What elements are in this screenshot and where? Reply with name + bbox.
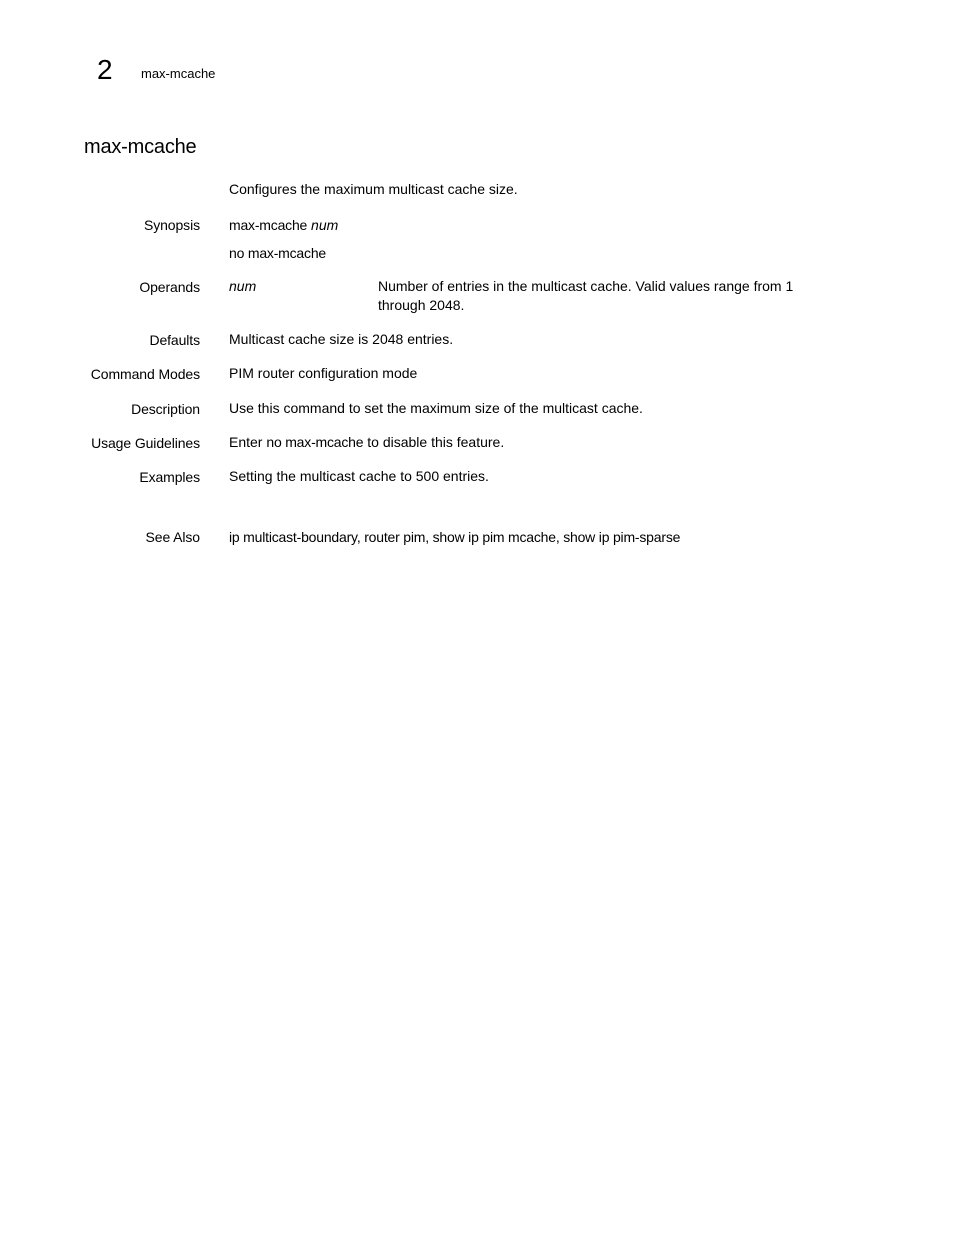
operand-description: Number of entries in the multicast cache. Valid values range from 1 through 2048. [378,278,794,313]
command-summary: Configures the maximum multicast cache size. [229,181,518,197]
description-text: Use this command to set the maximum size of the multicast cache. [229,400,643,416]
defaults-text: Multicast cache size is 2048 entries. [229,331,454,347]
synopsis-argument: num [311,217,339,233]
examples-label: Examples [139,469,200,485]
synopsis-label: Synopsis [143,217,200,233]
synopsis-no-command: no max-mcache [229,245,326,261]
running-header: max-mcache [141,66,216,81]
see-also-label: See Also [145,529,200,545]
usage-prefix: Enter [229,434,267,450]
examples-text: Setting the multicast cache to 500 entries. [229,468,489,484]
command-modes-label: Command Modes [90,366,200,382]
description-label: Description [131,401,200,417]
operands-label: Operands [139,279,200,295]
usage-suffix: to disable this feature. [363,434,505,450]
usage-guidelines-label: Usage Guidelines [91,435,200,451]
usage-guidelines-text [229,433,504,451]
command-modes-text: PIM router configuration mode [229,365,418,381]
page-title: max-mcache [84,136,197,158]
synopsis-line-1 [229,216,338,234]
defaults-label: Defaults [149,332,200,348]
usage-command: no max-mcache [266,434,364,450]
synopsis-command: max-mcache [229,217,308,233]
chapter-number: 2 [97,54,113,85]
synopsis-line-2 [229,244,326,262]
see-also-links: ip multicast-boundary, router pim, show ip pim mcache, show ip pim-sparse [229,529,681,545]
operand-name: num [229,278,257,294]
